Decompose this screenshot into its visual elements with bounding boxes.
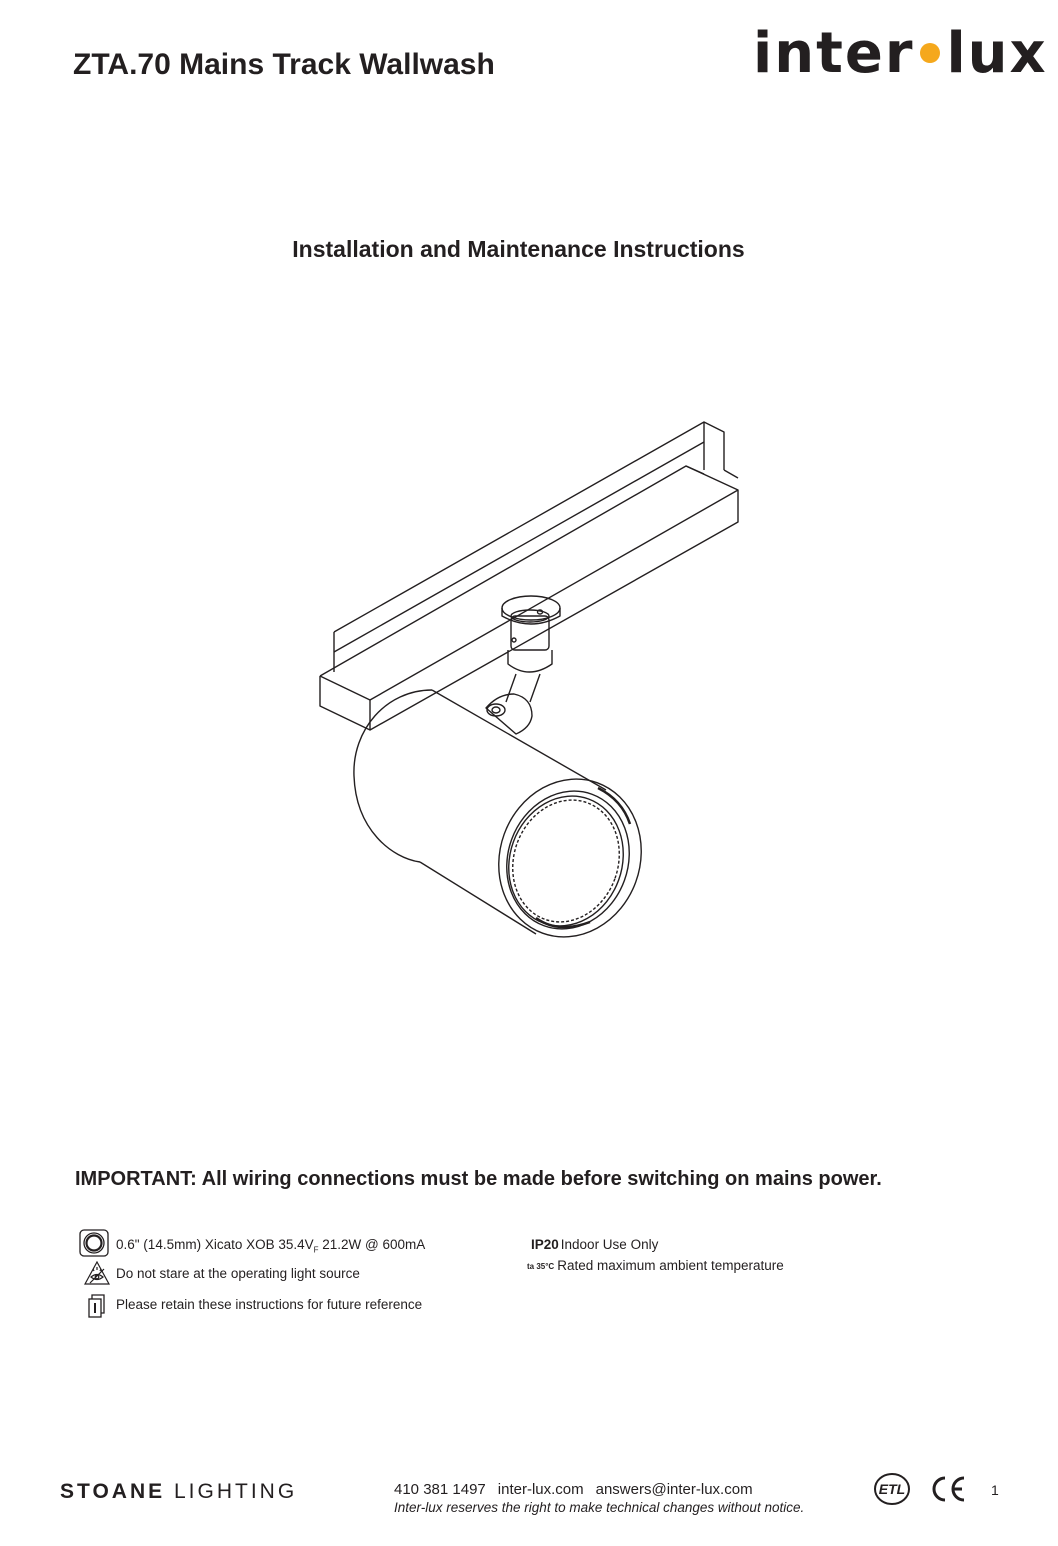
track-spotlight-drawing <box>300 410 760 970</box>
phone-number: 410 381 1497 <box>394 1481 486 1498</box>
important-warning: IMPORTANT: All wiring connections must be made before switching on mains power. <box>75 1168 882 1190</box>
spec-retain-instructions: Please retain these instructions for future reference <box>116 1297 423 1312</box>
website-link[interactable]: inter-lux.com <box>497 1481 584 1498</box>
ce-mark-icon <box>928 1474 968 1504</box>
ip-rating <box>531 1237 658 1252</box>
ta-symbol: ta 35°C <box>527 1262 555 1271</box>
document-title: ZTA.70 Mains Track Wallwash <box>73 48 495 81</box>
spotlight-body <box>354 690 663 957</box>
spec-led-text-after: 21.2W @ 600mA <box>318 1237 426 1252</box>
logo-text-left: inter <box>753 21 915 86</box>
adapter-stem <box>486 596 560 734</box>
spec-led-module <box>116 1237 425 1255</box>
brand-bold-text: STOANE <box>60 1480 166 1503</box>
inter-lux-logo <box>753 21 1048 86</box>
logo-text-right: lux <box>946 21 1048 86</box>
etl-listed-icon <box>872 1472 912 1506</box>
contact-info <box>394 1481 765 1498</box>
led-module-icon <box>79 1229 109 1257</box>
ta-text: Rated maximum ambient temperature <box>557 1258 784 1273</box>
spec-do-not-stare: Do not stare at the operating light source <box>116 1266 360 1281</box>
spec-led-text: 0.6" (14.5mm) Xicato XOB 35.4V <box>116 1237 314 1252</box>
technical-changes-notice: Inter-lux reserves the right to make technical changes without notice. <box>394 1500 805 1515</box>
svg-text:ETL: ETL <box>878 1481 906 1497</box>
brand-light-text: LIGHTING <box>173 1480 298 1503</box>
ip-rating-text: Indoor Use Only <box>560 1237 659 1252</box>
spec-led-subscript: F <box>313 1245 319 1255</box>
ambient-temperature-rating <box>527 1258 784 1273</box>
ip-rating-code: IP20 <box>531 1237 559 1252</box>
retain-instructions-icon <box>87 1294 107 1318</box>
page-number: 1 <box>991 1482 999 1498</box>
do-not-stare-icon <box>84 1261 110 1285</box>
instructions-heading: Installation and Maintenance Instructions <box>292 236 745 262</box>
track-rail <box>320 422 738 730</box>
email-link[interactable]: answers@inter-lux.com <box>595 1481 753 1498</box>
stoane-lighting-logo <box>60 1480 297 1504</box>
logo-dot-icon <box>920 43 940 63</box>
